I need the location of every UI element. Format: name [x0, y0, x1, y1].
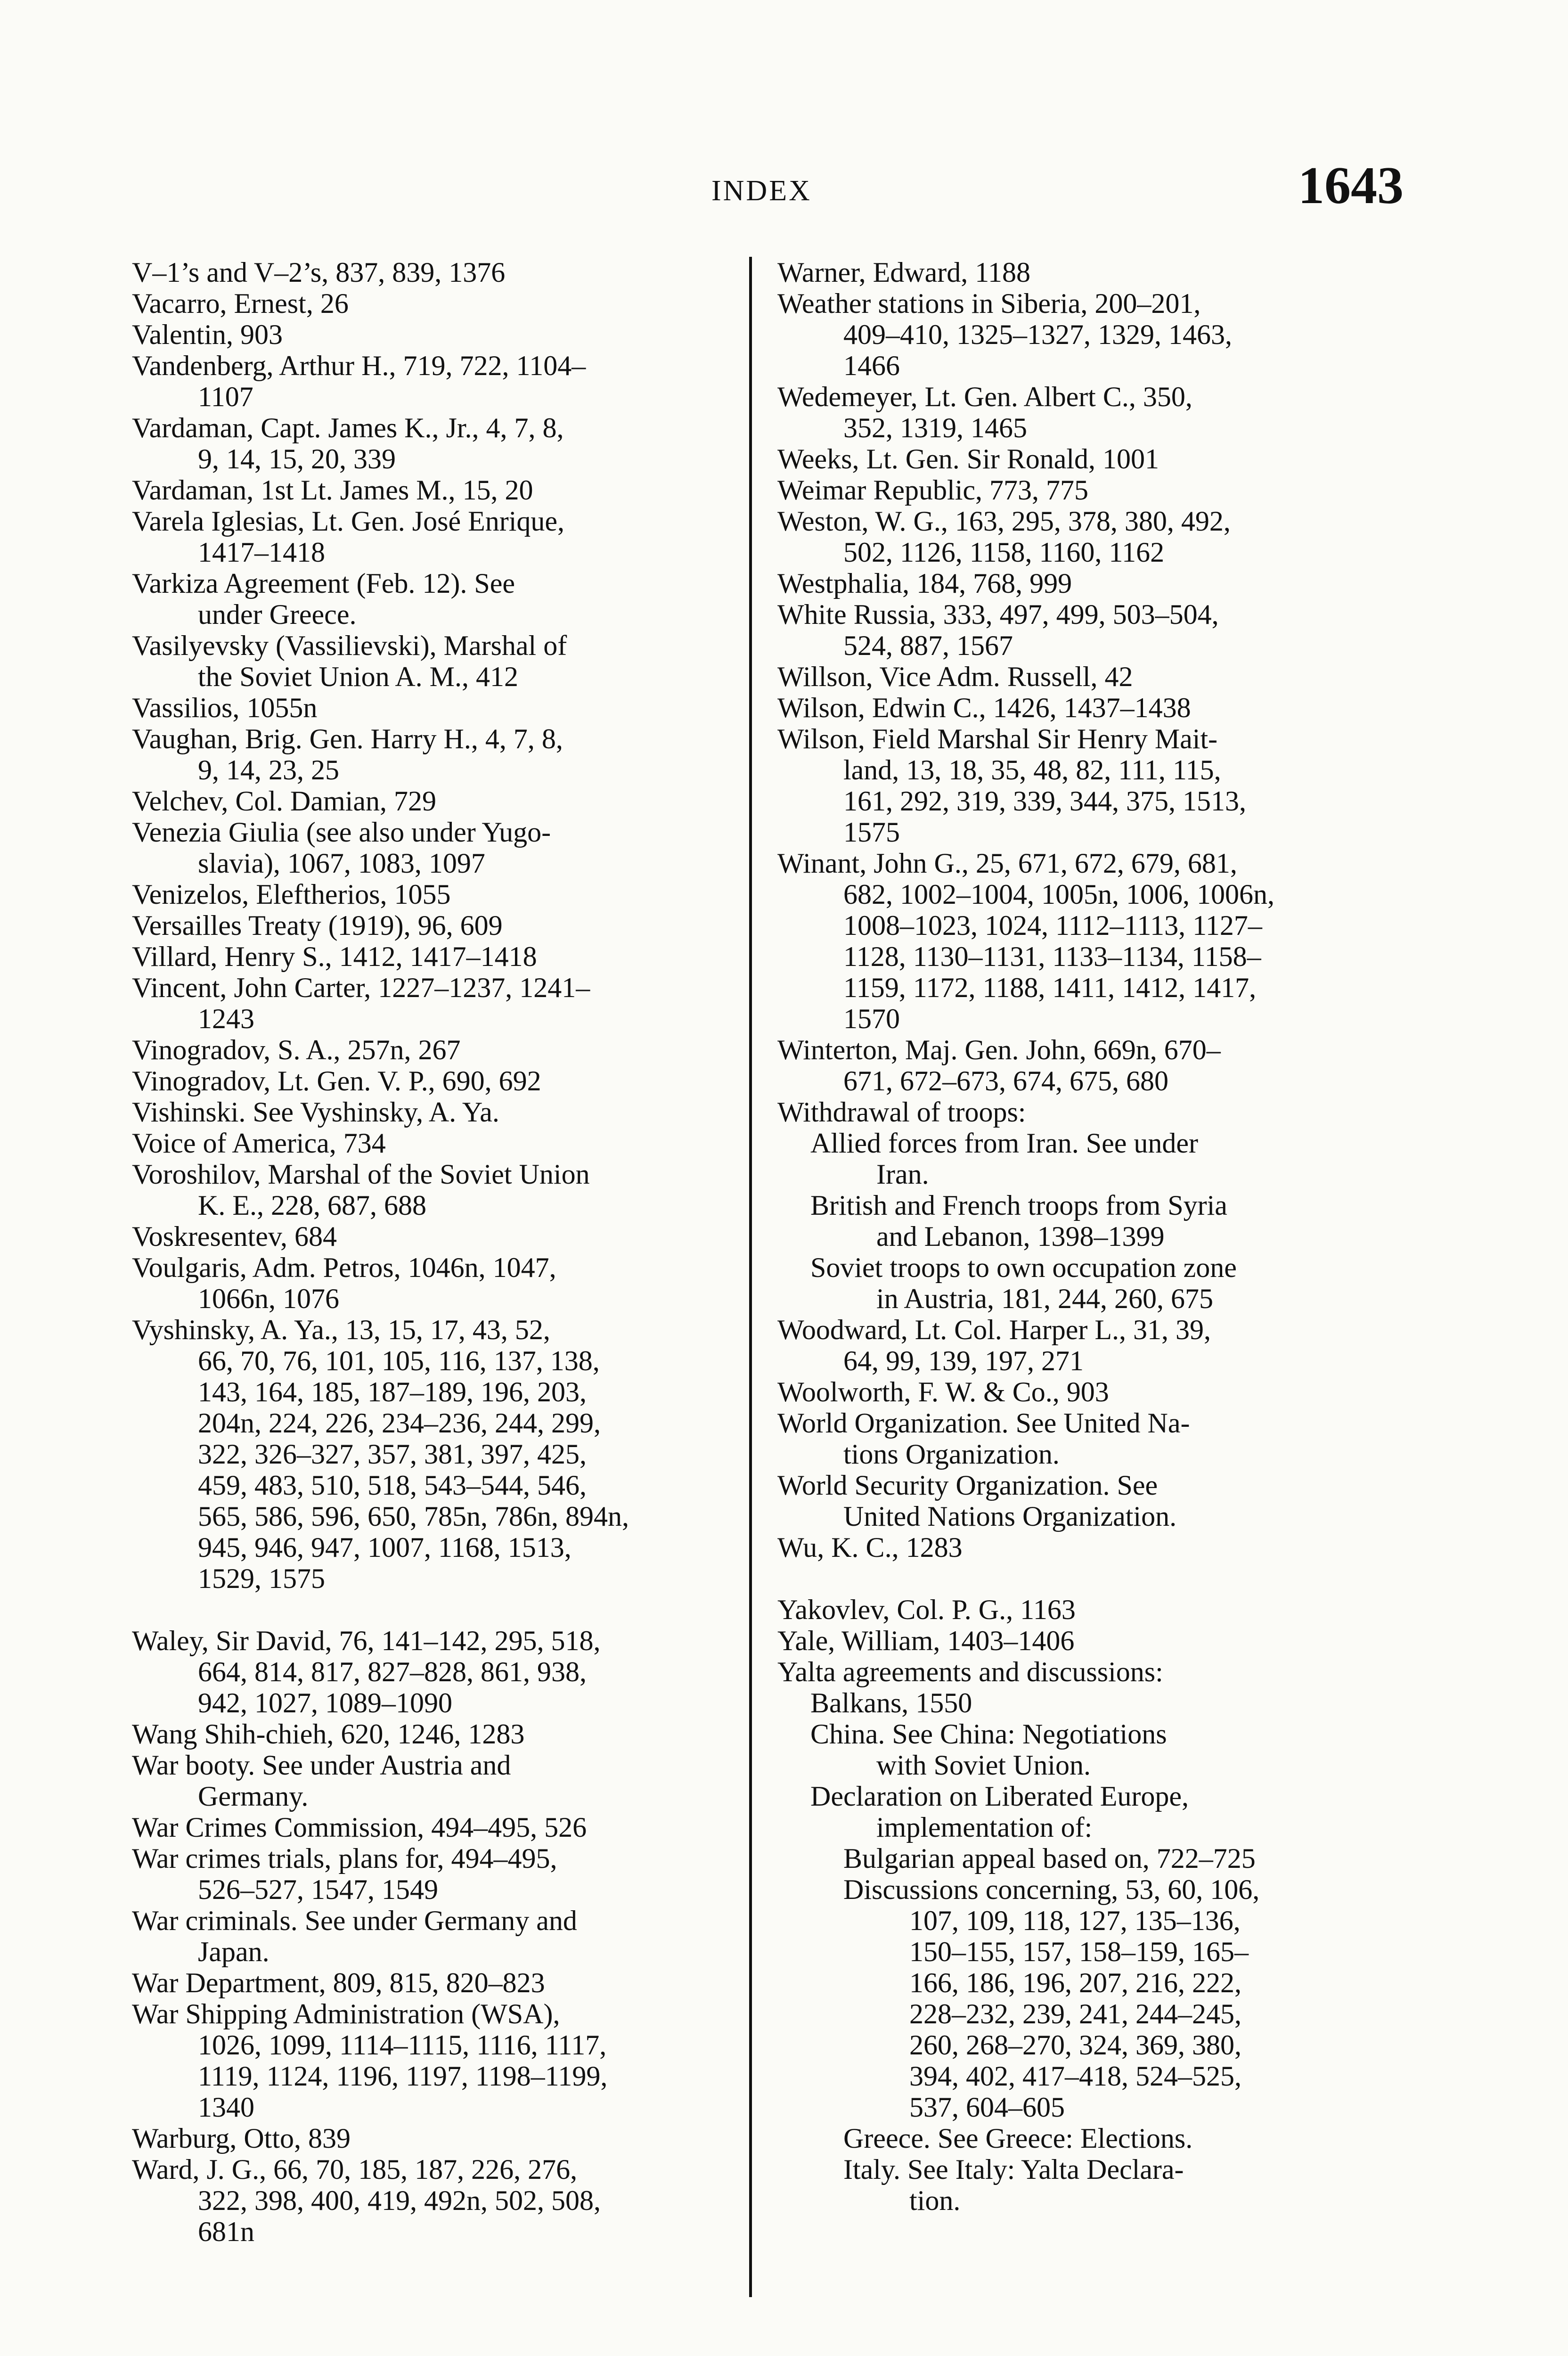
index-column-left: [132, 257, 754, 2247]
entry-line: Voulgaris, Adm. Petros, 1046n, 1047,: [132, 1252, 556, 1283]
letter-gap: [132, 1594, 754, 1625]
index-entry: [132, 1718, 754, 1750]
entry-continuation-line: 1008–1023, 1024, 1112–1113, 1127–: [843, 910, 1262, 941]
index-entry: [132, 692, 754, 723]
entry-continuation-line: 150–155, 157, 158–159, 165–: [909, 1936, 1249, 1967]
index-entry: [777, 1314, 1399, 1376]
index-entry: [132, 1998, 754, 2123]
entry-continuation-line: 1340: [198, 2092, 254, 2123]
index-entry: [777, 848, 1399, 1034]
entry-line: Soviet troops to own occupation zone: [810, 1252, 1237, 1283]
entry-line: War Shipping Administration (WSA),: [132, 1998, 560, 2029]
page-header: [0, 141, 1568, 226]
index-entry: [132, 2123, 754, 2154]
entry-continuation-line: 664, 814, 817, 827–828, 861, 938,: [198, 1656, 587, 1687]
entry-line: Villard, Henry S., 1412, 1417–1418: [132, 941, 537, 972]
entry-continuation-line: 322, 398, 400, 419, 492n, 502, 508,: [198, 2185, 601, 2216]
entry-continuation-line: 228–232, 239, 241, 244–245,: [909, 1998, 1241, 2029]
entry-continuation-line: 1066n, 1076: [198, 1283, 339, 1314]
entry-continuation-line: with Soviet Union.: [876, 1750, 1091, 1781]
index-entry: [777, 723, 1399, 848]
entry-continuation-line: in Austria, 181, 244, 260, 675: [876, 1283, 1213, 1314]
index-entry: [777, 692, 1399, 723]
entry-continuation-line: 409–410, 1325–1327, 1329, 1463,: [843, 319, 1232, 350]
entry-continuation-line: 143, 164, 185, 187–189, 196, 203,: [198, 1376, 587, 1407]
entry-continuation-line: Germany.: [198, 1781, 309, 1812]
entry-line: Wilson, Field Marshal Sir Henry Mait-: [777, 723, 1218, 754]
entry-continuation-line: 1466: [843, 350, 900, 381]
entry-line: Vishinski. See Vyshinsky, A. Ya.: [132, 1096, 499, 1128]
index-entry: [132, 941, 754, 972]
entry-line: Winterton, Maj. Gen. John, 669n, 670–: [777, 1034, 1221, 1065]
entry-line: Varela Iglesias, Lt. Gen. José Enrique,: [132, 506, 565, 537]
entry-line: V–1’s and V–2’s, 837, 839, 1376: [132, 257, 506, 288]
entry-line: Ward, J. G., 66, 70, 185, 187, 226, 276,: [132, 2154, 578, 2185]
entry-line: Winant, John G., 25, 671, 672, 679, 681,: [777, 848, 1237, 879]
index-subentry: [777, 1687, 1399, 1718]
entry-continuation-line: 459, 483, 510, 518, 543–544, 546,: [198, 1470, 587, 1501]
entry-continuation-line: 166, 186, 196, 207, 216, 222,: [909, 1967, 1241, 1998]
entry-line: War booty. See under Austria and: [132, 1750, 511, 1781]
entry-line: Westphalia, 184, 768, 999: [777, 568, 1072, 599]
entry-line: Vaughan, Brig. Gen. Harry H., 4, 7, 8,: [132, 723, 563, 754]
entry-continuation-line: 942, 1027, 1089–1090: [198, 1687, 452, 1718]
running-head: INDEX: [711, 175, 812, 207]
index-subentry: [777, 1781, 1399, 1843]
index-entry: [777, 1470, 1399, 1532]
entry-line: Versailles Treaty (1919), 96, 609: [132, 910, 503, 941]
index-entry: [777, 506, 1399, 568]
entry-continuation-line: 524, 887, 1567: [843, 630, 1013, 661]
entry-line: Woolworth, F. W. & Co., 903: [777, 1376, 1109, 1407]
entry-line: British and French troops from Syria: [810, 1190, 1227, 1221]
entry-continuation-line: United Nations Organization.: [843, 1501, 1177, 1532]
entry-line: Velchev, Col. Damian, 729: [132, 785, 436, 817]
entry-line: World Organization. See United Na-: [777, 1407, 1190, 1439]
entry-line: Vincent, John Carter, 1227–1237, 1241–: [132, 972, 590, 1003]
entry-line: White Russia, 333, 497, 499, 503–504,: [777, 599, 1219, 630]
entry-line: Waley, Sir David, 76, 141–142, 295, 518,: [132, 1625, 601, 1656]
entry-line: Weston, W. G., 163, 295, 378, 380, 492,: [777, 506, 1231, 537]
entry-continuation-line: and Lebanon, 1398–1399: [876, 1221, 1165, 1252]
index-entry: [132, 412, 754, 474]
index-entry: [132, 1750, 754, 1812]
entry-continuation-line: 260, 268–270, 324, 369, 380,: [909, 2029, 1241, 2061]
entry-continuation-line: Japan.: [198, 1936, 270, 1967]
index-entry: [777, 1532, 1399, 1563]
entry-continuation-line: 1159, 1172, 1188, 1411, 1412, 1417,: [843, 972, 1257, 1003]
entry-continuation-line: 671, 672–673, 674, 675, 680: [843, 1065, 1168, 1096]
entry-continuation-line: 1570: [843, 1003, 900, 1034]
index-entry: [132, 1221, 754, 1252]
entry-continuation-line: 1128, 1130–1131, 1133–1134, 1158–: [843, 941, 1261, 972]
index-entry: [777, 1034, 1399, 1096]
entry-continuation-line: 1529, 1575: [198, 1563, 325, 1594]
index-entry: [777, 599, 1399, 661]
entry-continuation-line: 1575: [843, 817, 900, 848]
index-entry: [777, 1376, 1399, 1407]
entry-continuation-line: 1119, 1124, 1196, 1197, 1198–1199,: [198, 2061, 608, 2092]
entry-line: War Crimes Commission, 494–495, 526: [132, 1812, 587, 1843]
entry-line: Vandenberg, Arthur H., 719, 722, 1104–: [132, 350, 586, 381]
entry-continuation-line: slavia), 1067, 1083, 1097: [198, 848, 485, 879]
index-entry: [132, 319, 754, 350]
entry-line: Wang Shih-chieh, 620, 1246, 1283: [132, 1718, 525, 1750]
index-entry: [132, 1843, 754, 1905]
index-entry: [777, 1096, 1399, 1128]
entry-line: Warner, Edward, 1188: [777, 257, 1031, 288]
entry-line: Yale, William, 1403–1406: [777, 1625, 1075, 1656]
index-entry: [777, 443, 1399, 474]
entry-line: Venizelos, Eleftherios, 1055: [132, 879, 451, 910]
entry-continuation-line: 526–527, 1547, 1549: [198, 1874, 438, 1905]
entry-line: Voroshilov, Marshal of the Soviet Union: [132, 1159, 590, 1190]
entry-continuation-line: 9, 14, 23, 25: [198, 754, 339, 785]
entry-line: Withdrawal of troops:: [777, 1096, 1026, 1128]
index-entry: [132, 817, 754, 879]
entry-continuation-line: tion.: [909, 2185, 961, 2216]
entry-line: Yalta agreements and discussions:: [777, 1656, 1163, 1687]
entry-line: Wu, K. C., 1283: [777, 1532, 963, 1563]
index-entry: [777, 257, 1399, 288]
index-entry: [132, 350, 754, 412]
entry-line: Declaration on Liberated Europe,: [810, 1781, 1189, 1812]
entry-continuation-line: 681n: [198, 2216, 254, 2247]
index-body: [132, 257, 1395, 2340]
entry-line: Voskresentev, 684: [132, 1221, 337, 1252]
entry-line: War crimes trials, plans for, 494–495,: [132, 1843, 557, 1874]
entry-continuation-line: 537, 604–605: [909, 2092, 1065, 2123]
entry-continuation-line: Iran.: [876, 1159, 929, 1190]
entry-line: Wedemeyer, Lt. Gen. Albert C., 350,: [777, 381, 1192, 412]
entry-continuation-line: 9, 14, 15, 20, 339: [198, 443, 396, 474]
entry-line: Vyshinsky, A. Ya., 13, 15, 17, 43, 52,: [132, 1314, 550, 1345]
entry-continuation-line: 204n, 224, 226, 234–236, 244, 299,: [198, 1407, 601, 1439]
index-subentry: [777, 1718, 1399, 1781]
entry-continuation-line: 394, 402, 417–418, 524–525,: [909, 2061, 1241, 2092]
entry-line: World Security Organization. See: [777, 1470, 1158, 1501]
index-entry: [132, 1128, 754, 1159]
index-entry: [132, 1096, 754, 1128]
column-divider: [749, 257, 752, 2297]
entry-continuation-line: 66, 70, 76, 101, 105, 116, 137, 138,: [198, 1345, 600, 1376]
entry-line: Greece. See Greece: Elections.: [843, 2123, 1193, 2154]
entry-line: Vassilios, 1055n: [132, 692, 318, 723]
entry-continuation-line: 682, 1002–1004, 1005n, 1006, 1006n,: [843, 879, 1274, 910]
entry-line: Balkans, 1550: [810, 1687, 972, 1718]
index-entry: [132, 910, 754, 941]
entry-line: Wilson, Edwin C., 1426, 1437–1438: [777, 692, 1191, 723]
entry-continuation-line: 1417–1418: [198, 537, 325, 568]
entry-continuation-line: 352, 1319, 1465: [843, 412, 1027, 443]
entry-line: War criminals. See under Germany and: [132, 1905, 577, 1936]
entry-line: Yakovlev, Col. P. G., 1163: [777, 1594, 1076, 1625]
entry-line: Vinogradov, Lt. Gen. V. P., 690, 692: [132, 1065, 541, 1096]
entry-continuation-line: implementation of:: [876, 1812, 1093, 1843]
index-entry: [777, 1407, 1399, 1470]
page-number: 1643: [1298, 156, 1404, 215]
index-entry: [132, 1065, 754, 1096]
index-entry: [132, 288, 754, 319]
entry-line: Warburg, Otto, 839: [132, 2123, 351, 2154]
entry-line: Venezia Giulia (see also under Yugo-: [132, 817, 551, 848]
entry-line: China. See China: Negotiations: [810, 1718, 1167, 1750]
letter-gap: [777, 1563, 1399, 1594]
entry-continuation-line: land, 13, 18, 35, 48, 82, 111, 115,: [843, 754, 1221, 785]
index-entry: [132, 1812, 754, 1843]
index-entry: [777, 474, 1399, 506]
index-entry: [132, 1252, 754, 1314]
index-entry: [132, 785, 754, 817]
index-entry: [777, 288, 1399, 381]
index-entry: [777, 1594, 1399, 1625]
entry-line: Vinogradov, S. A., 257n, 267: [132, 1034, 461, 1065]
entry-line: Weimar Republic, 773, 775: [777, 474, 1089, 506]
index-entry: [132, 630, 754, 692]
entry-continuation-line: 565, 586, 596, 650, 785n, 786n, 894n,: [198, 1501, 629, 1532]
index-entry: [132, 1625, 754, 1718]
index-entry: [777, 1656, 1399, 1687]
entry-line: Allied forces from Iran. See under: [810, 1128, 1199, 1159]
entry-continuation-line: 945, 946, 947, 1007, 1168, 1513,: [198, 1532, 572, 1563]
entry-line: Weeks, Lt. Gen. Sir Ronald, 1001: [777, 443, 1160, 474]
index-entry: [777, 661, 1399, 692]
entry-line: Voice of America, 734: [132, 1128, 386, 1159]
entry-line: Vardaman, 1st Lt. James M., 15, 20: [132, 474, 533, 506]
index-entry: [132, 1905, 754, 1967]
index-entry: [132, 723, 754, 785]
index-subentry: [777, 1874, 1399, 2123]
index-entry: [777, 381, 1399, 443]
index-entry: [132, 506, 754, 568]
index-entry: [777, 1625, 1399, 1656]
index-entry: [132, 1034, 754, 1065]
entry-line: War Department, 809, 815, 820–823: [132, 1967, 545, 1998]
entry-line: Woodward, Lt. Col. Harper L., 31, 39,: [777, 1314, 1211, 1345]
index-subentry: [777, 1190, 1399, 1252]
index-entry: [132, 972, 754, 1034]
entry-continuation-line: under Greece.: [198, 599, 357, 630]
index-entry: [132, 1967, 754, 1998]
entry-continuation-line: the Soviet Union A. M., 412: [198, 661, 519, 692]
index-entry: [777, 568, 1399, 599]
entry-line: Bulgarian appeal based on, 722–725: [843, 1843, 1256, 1874]
index-column-right: [777, 257, 1399, 2216]
entry-line: Willson, Vice Adm. Russell, 42: [777, 661, 1133, 692]
entry-line: Vasilyevsky (Vassilievski), Marshal of: [132, 630, 567, 661]
index-entry: [132, 879, 754, 910]
entry-continuation-line: 502, 1126, 1158, 1160, 1162: [843, 537, 1165, 568]
entry-continuation-line: 322, 326–327, 357, 381, 397, 425,: [198, 1439, 587, 1470]
entry-continuation-line: K. E., 228, 687, 688: [198, 1190, 426, 1221]
entry-line: Discussions concerning, 53, 60, 106,: [843, 1874, 1260, 1905]
entry-line: Weather stations in Siberia, 200–201,: [777, 288, 1201, 319]
entry-line: Vacarro, Ernest, 26: [132, 288, 349, 319]
index-subentry: [777, 2123, 1399, 2154]
entry-continuation-line: 107, 109, 118, 127, 135–136,: [909, 1905, 1241, 1936]
entry-continuation-line: tions Organization.: [843, 1439, 1060, 1470]
entry-line: Varkiza Agreement (Feb. 12). See: [132, 568, 515, 599]
index-entry: [132, 1314, 754, 1594]
entry-line: Valentin, 903: [132, 319, 283, 350]
entry-continuation-line: 1026, 1099, 1114–1115, 1116, 1117,: [198, 2029, 607, 2061]
index-subentry: [777, 1843, 1399, 1874]
entry-line: Vardaman, Capt. James K., Jr., 4, 7, 8,: [132, 412, 564, 443]
entry-continuation-line: 1243: [198, 1003, 254, 1034]
entry-continuation-line: 1107: [198, 381, 253, 412]
index-entry: [132, 474, 754, 506]
index-subentry: [777, 2154, 1399, 2216]
index-subentry: [777, 1252, 1399, 1314]
index-entry: [132, 2154, 754, 2247]
entry-continuation-line: 161, 292, 319, 339, 344, 375, 1513,: [843, 785, 1246, 817]
index-entry: [132, 1159, 754, 1221]
index-subentry: [777, 1128, 1399, 1190]
entry-line: Italy. See Italy: Yalta Declara-: [843, 2154, 1184, 2185]
entry-continuation-line: 64, 99, 139, 197, 271: [843, 1345, 1084, 1376]
index-entry: [132, 257, 754, 288]
index-entry: [132, 568, 754, 630]
